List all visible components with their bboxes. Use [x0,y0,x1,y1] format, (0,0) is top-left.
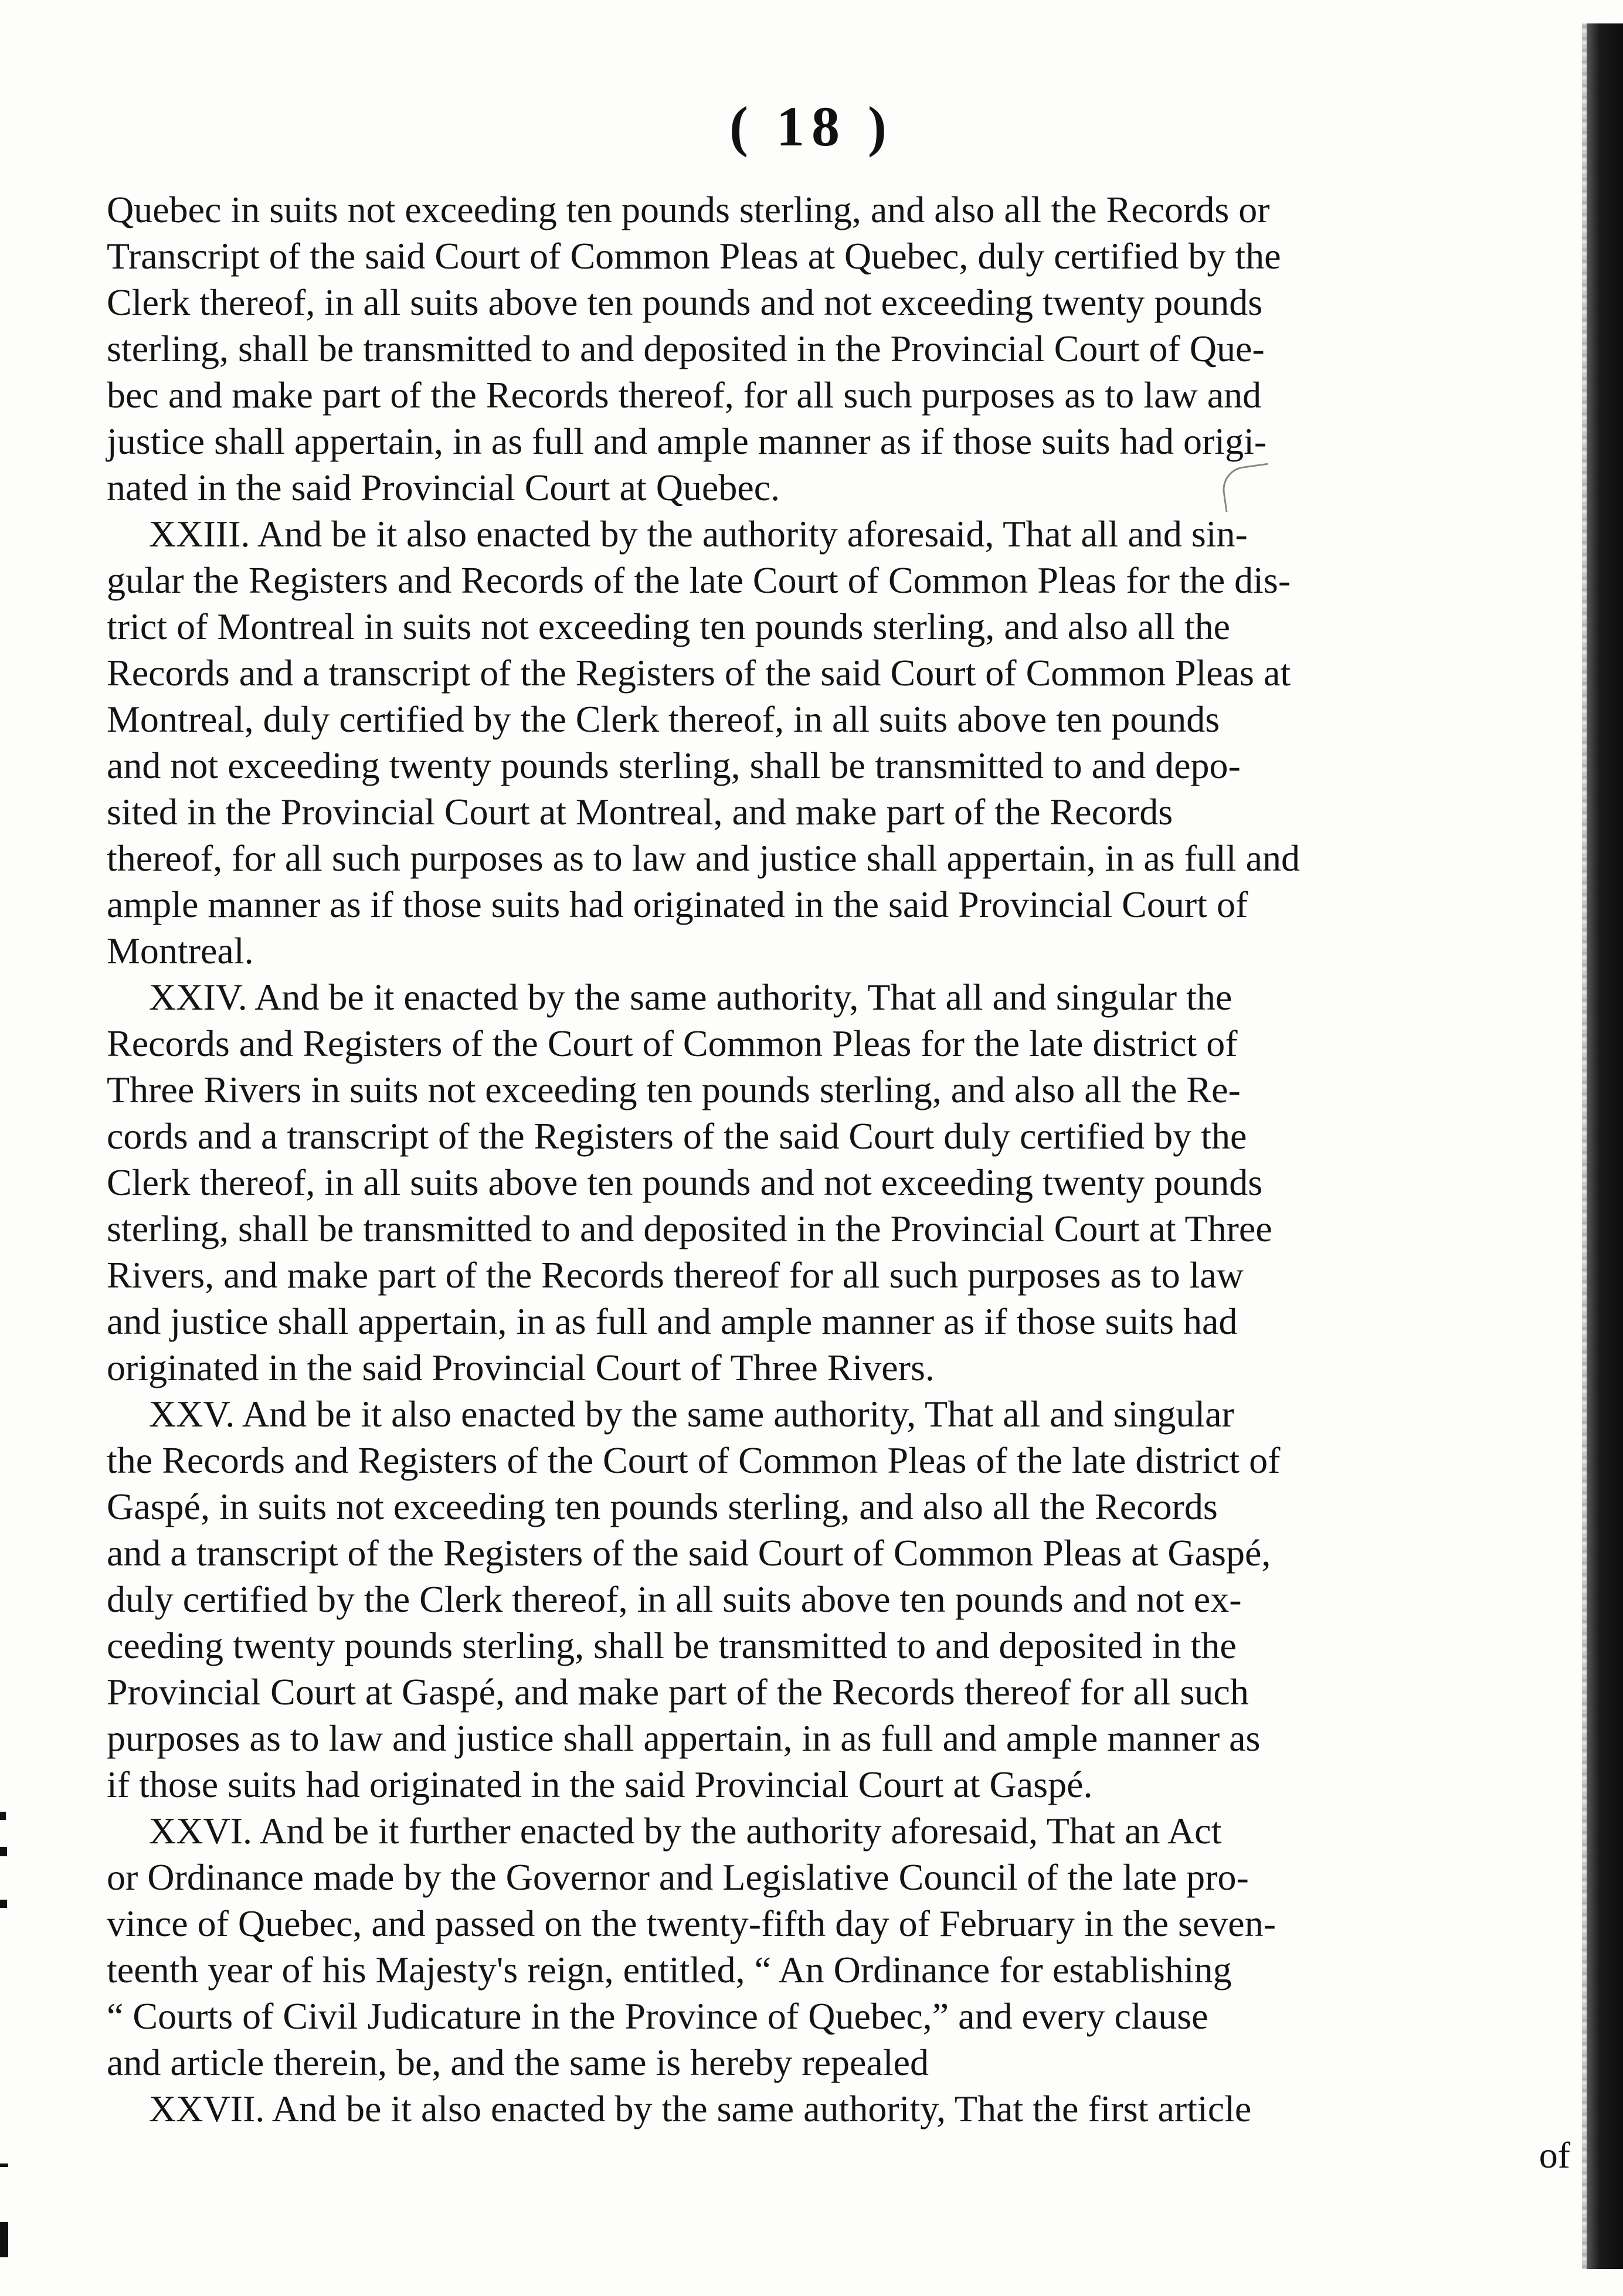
text-line: Provincial Court at Gaspé, and make part of the Records thereof for all such [107,1671,1249,1713]
text-line: if those suits had originated in the said Provincial Court at Gaspé. [107,1764,1093,1805]
catchword: of [1539,2134,1570,2176]
text-line: Transcript of the said Court of Common Pleas at Quebec, duly certified by the [107,235,1281,277]
page-number-header: ( 18 ) [729,95,894,158]
text-line: Quebec in suits not exceeding ten pounds sterling, and also all the Records or [107,189,1270,230]
text-line: purposes as to law and justice shall appertain, in as full and ample manner as [107,1717,1261,1759]
text-line: the Records and Registers of the Court of Common Pleas of the late district of [107,1439,1281,1481]
binding-edge [1587,23,1623,2269]
text-line: XXIV. And be it enacted by the same authority, That all and singular the [149,976,1232,1018]
text-line: Montreal, duly certified by the Clerk thereof, in all suits above ten pounds [107,698,1220,740]
text-line: Clerk thereof, in all suits above ten pounds and not exceeding twenty pounds [107,1161,1263,1203]
text-line: originated in the said Provincial Court of Three Rivers. [107,1347,935,1388]
body-text [107,186,1570,2178]
text-line: or Ordinance made by the Governor and Legislative Council of the late pro- [107,1856,1249,1898]
text-line: Three Rivers in suits not exceeding ten pounds sterling, and also all the Re- [107,1069,1241,1110]
text-line: justice shall appertain, in as full and ample manner as if those suits had origi- [107,420,1267,462]
text-line: ample manner as if those suits had originated in the said Provincial Court of [107,884,1248,925]
text-line: nated in the said Provincial Court at Quebec. [107,467,780,508]
text-line: vince of Quebec, and passed on the twenty-fifth day of February in the seven- [107,1903,1276,1944]
text-line: cords and a transcript of the Registers of the said Court duly certified by the [107,1115,1247,1157]
text-line: duly certified by the Clerk thereof, in all suits above ten pounds and not ex- [107,1578,1242,1620]
text-line: bec and make part of the Records thereof, for all such purposes as to law and [107,374,1262,416]
text-line: XXV. And be it also enacted by the same authority, That all and singular [149,1393,1234,1435]
text-line: and a transcript of the Registers of the said Court of Common Pleas at Gaspé, [107,1532,1271,1574]
text-line: Gaspé, in suits not exceeding ten pounds sterling, and also all the Records [107,1486,1218,1527]
text-line: ceeding twenty pounds sterling, shall be transmitted to and deposited in the [107,1625,1237,1666]
text-line: Records and a transcript of the Registers of the said Court of Common Pleas at [107,652,1291,694]
text-line: and not exceeding twenty pounds sterling, shall be transmitted to and depo- [107,745,1241,786]
text-line: thereof, for all such purposes as to law and justice shall appertain, in as full and [107,837,1300,879]
text-line: “ Courts of Civil Judicature in the Province of Quebec,” and every clause [107,1995,1208,2037]
text-line: and article therein, be, and the same is hereby repealed [107,2042,929,2083]
text-line: gular the Registers and Records of the late Court of Common Pleas for the dis- [107,559,1291,601]
text-line: trict of Montreal in suits not exceeding ten pounds sterling, and also all the [107,606,1231,647]
text-line: sterling, shall be transmitted to and deposited in the Provincial Court of Que- [107,328,1265,369]
text-line: XXVII. And be it also enacted by the same authority, That the first article [149,2088,1252,2129]
text-line: Montreal. [107,930,254,972]
text-line: teenth year of his Majesty's reign, entitled, “ An Ordinance for establishing [107,1949,1232,1991]
text-line: sterling, shall be transmitted to and deposited in the Provincial Court at Three [107,1208,1272,1249]
text-line: Records and Registers of the Court of Common Pleas for the late district of [107,1023,1238,1064]
text-line: XXIII. And be it also enacted by the authority aforesaid, That all and sin- [149,513,1248,555]
text-line: XXVI. And be it further enacted by the authority aforesaid, That an Act [149,1810,1222,1852]
text-line: Rivers, and make part of the Records thereof for all such purposes as to law [107,1254,1244,1296]
text-line: and justice shall appertain, in as full and ample manner as if those suits had [107,1300,1238,1342]
scan-edge-marks [0,1812,8,2281]
text-line: Clerk thereof, in all suits above ten pounds and not exceeding twenty pounds [107,281,1263,323]
text-line: sited in the Provincial Court at Montreal, and make part of the Records [107,791,1173,833]
